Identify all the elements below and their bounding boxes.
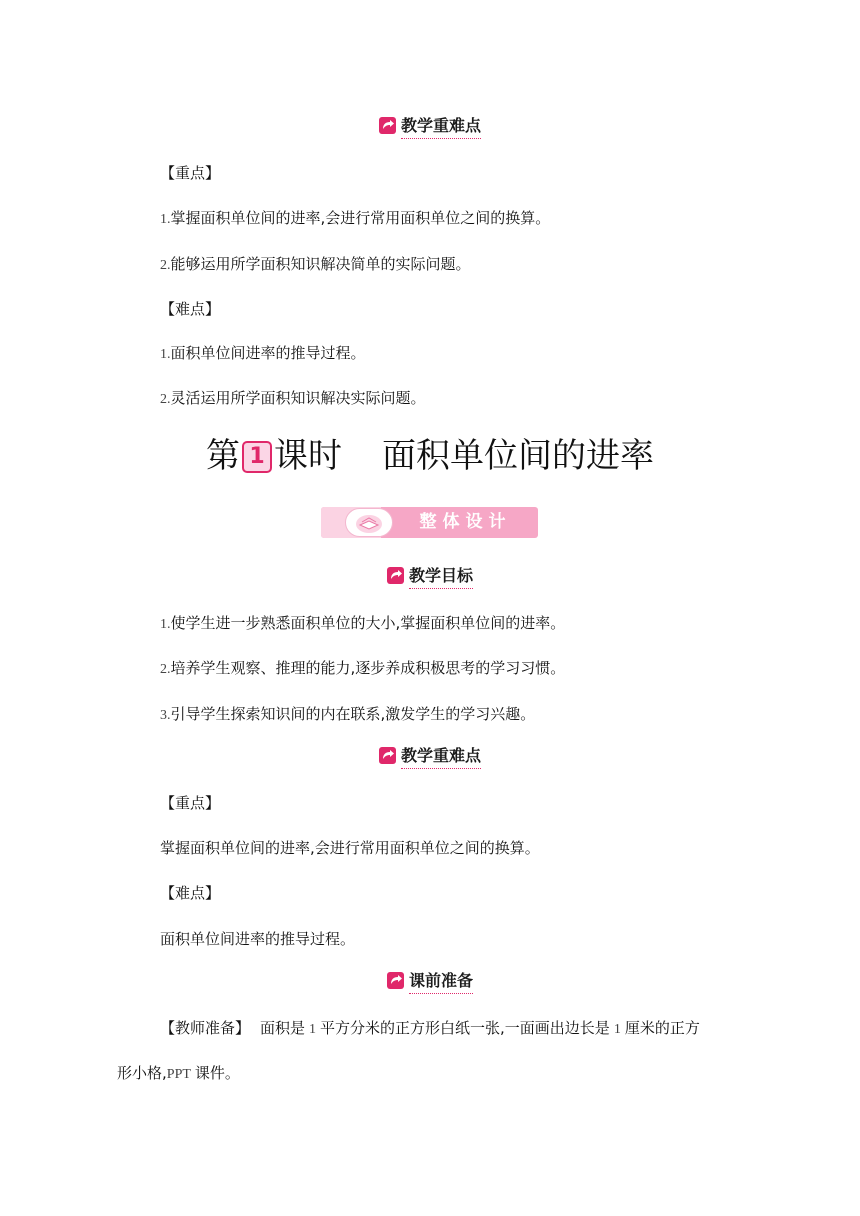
focus-item-2: 2.能够运用所学面积知识解决简单的实际问题。 bbox=[160, 255, 471, 273]
section-heading-key-points: 教学重难点 bbox=[0, 116, 860, 139]
difficulty-label: 【难点】 bbox=[160, 300, 221, 318]
section-heading-preparation: 课前准备 bbox=[0, 971, 860, 994]
focus-label: 【重点】 bbox=[160, 164, 221, 182]
curved-arrow-icon bbox=[379, 117, 396, 134]
book-icon bbox=[345, 508, 393, 537]
focus-label-2: 【重点】 bbox=[160, 794, 221, 812]
curved-arrow-icon bbox=[387, 972, 404, 989]
objective-item-3: 3.引导学生探索知识间的内在联系,激发学生的学习兴趣。 bbox=[160, 705, 536, 723]
preparation-line-1: 【教师准备】 面积是 1 平方分米的正方形白纸一张,一面画出边长是 1 厘米的正方 bbox=[160, 1019, 700, 1037]
preparation-line-2: 形小格,PPT 课件。 bbox=[117, 1064, 240, 1082]
section-heading-objectives: 教学目标 bbox=[0, 566, 860, 589]
difficulty-text-2: 面积单位间进率的推导过程。 bbox=[160, 930, 356, 948]
lesson-number-badge: 1 bbox=[242, 441, 272, 473]
difficulty-item-1: 1.面积单位间进率的推导过程。 bbox=[160, 344, 366, 362]
difficulty-label-2: 【难点】 bbox=[160, 884, 221, 902]
overall-design-banner: 整体设计 bbox=[321, 507, 538, 538]
objective-item-2: 2.培养学生观察、推理的能力,逐步养成积极思考的学习习惯。 bbox=[160, 659, 566, 677]
section-heading-key-points-2: 教学重难点 bbox=[0, 746, 860, 769]
objective-item-1: 1.使学生进一步熟悉面积单位的大小,掌握面积单位间的进率。 bbox=[160, 614, 566, 632]
lesson-title: 第 1 课时 面积单位间的进率 bbox=[206, 436, 654, 476]
curved-arrow-icon bbox=[387, 567, 404, 584]
focus-item-1: 1.掌握面积单位间的进率,会进行常用面积单位之间的换算。 bbox=[160, 209, 551, 227]
difficulty-item-2: 2.灵活运用所学面积知识解决实际问题。 bbox=[160, 389, 426, 407]
curved-arrow-icon bbox=[379, 747, 396, 764]
focus-text-2: 掌握面积单位间的进率,会进行常用面积单位之间的换算。 bbox=[160, 839, 540, 857]
